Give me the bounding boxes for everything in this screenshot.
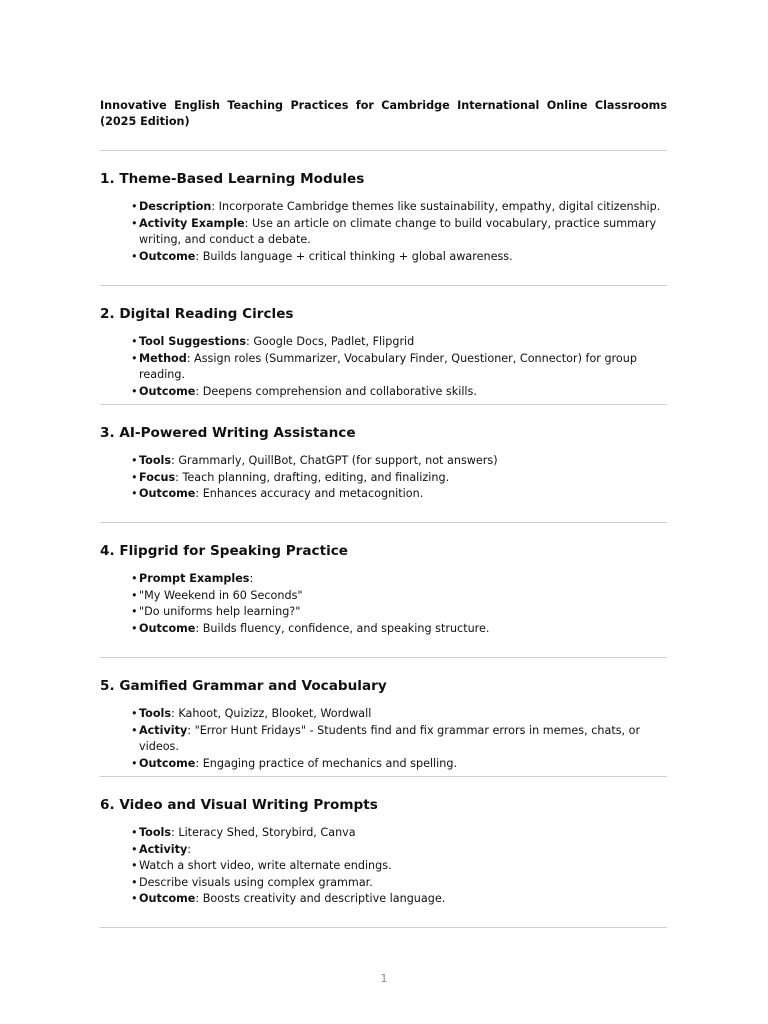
item-label: Outcome bbox=[139, 384, 196, 398]
section-ai-writing-assistance bbox=[100, 424, 667, 503]
list-item bbox=[131, 249, 667, 266]
section-theme-based-learning bbox=[100, 170, 667, 265]
item-text: Watch a short video, write alternate endings. bbox=[139, 859, 392, 872]
section-video-visual-prompts bbox=[100, 796, 667, 908]
item-label: Outcome bbox=[139, 249, 196, 263]
item-label: Description bbox=[139, 200, 212, 213]
item-label: Activity bbox=[139, 723, 188, 737]
item-text: : Deepens comprehension and collaborative skills. bbox=[195, 384, 477, 398]
list-item bbox=[131, 571, 667, 588]
item-label: Tools bbox=[139, 707, 172, 720]
item-text: : Builds fluency, confidence, and speaking structure. bbox=[195, 621, 490, 635]
item-text: : Enhances accuracy and metacognition. bbox=[195, 487, 424, 500]
list-item bbox=[131, 384, 667, 401]
item-text: : Literacy Shed, Storybird, Canva bbox=[171, 826, 356, 839]
list-item bbox=[131, 453, 667, 470]
item-text: : Grammarly, QuillBot, ChatGPT (for support, not answers) bbox=[171, 454, 498, 467]
item-label: Tools bbox=[139, 826, 172, 839]
list-item bbox=[131, 858, 667, 875]
item-label: Activity bbox=[139, 842, 188, 856]
document-title: Innovative English Teaching Practices for Cambridge International Online Classrooms (2025 Edition) bbox=[100, 99, 667, 128]
section-divider bbox=[100, 285, 667, 286]
item-text: : Boosts creativity and descriptive language. bbox=[195, 892, 446, 905]
bullet-list bbox=[100, 334, 667, 400]
item-text: "Do uniforms help learning?" bbox=[139, 605, 301, 618]
list-item bbox=[131, 351, 667, 384]
item-text: : Google Docs, Padlet, Flipgrid bbox=[246, 335, 415, 348]
section-divider bbox=[100, 657, 667, 658]
item-text: : Assign roles (Summarizer, Vocabulary Finder, Questioner, Connector) for group reading. bbox=[139, 351, 637, 381]
section-heading: 4. Flipgrid for Speaking Practice bbox=[100, 543, 349, 559]
bullet-list bbox=[100, 706, 667, 772]
list-item bbox=[131, 621, 667, 638]
section-heading: 5. Gamified Grammar and Vocabulary bbox=[100, 678, 387, 694]
item-label: Focus bbox=[139, 470, 176, 484]
bullet-list bbox=[100, 825, 667, 908]
section-heading: 2. Digital Reading Circles bbox=[100, 306, 294, 322]
item-text: Describe visuals using complex grammar. bbox=[139, 875, 373, 889]
item-label: Outcome bbox=[139, 756, 196, 770]
section-heading: 3. AI-Powered Writing Assistance bbox=[100, 425, 356, 441]
item-text: : Kahoot, Quizizz, Blooket, Wordwall bbox=[171, 707, 372, 720]
section-gamified-grammar bbox=[100, 677, 667, 772]
item-label: Tool Suggestions bbox=[139, 335, 247, 348]
item-label: Method bbox=[139, 351, 187, 365]
item-label: Outcome bbox=[139, 892, 196, 905]
list-item bbox=[131, 706, 667, 723]
list-item bbox=[131, 891, 667, 908]
section-heading: 6. Video and Visual Writing Prompts bbox=[100, 797, 378, 813]
list-item bbox=[131, 334, 667, 351]
list-item bbox=[131, 825, 667, 842]
bullet-list bbox=[100, 199, 667, 265]
section-flipgrid-speaking bbox=[100, 542, 667, 637]
section-divider bbox=[100, 404, 667, 405]
item-label: Outcome bbox=[139, 621, 196, 635]
item-label: Prompt Examples bbox=[139, 572, 250, 585]
item-text: : "Error Hunt Fridays" - Students find and fix grammar errors in memes, chats, or videos. bbox=[139, 723, 641, 753]
item-text: : Engaging practice of mechanics and spelling. bbox=[195, 756, 458, 770]
list-item bbox=[131, 604, 667, 621]
list-item bbox=[131, 875, 667, 892]
item-text: : Builds language + critical thinking + global awareness. bbox=[195, 249, 513, 263]
item-label: Activity Example bbox=[139, 216, 245, 230]
section-divider bbox=[100, 522, 667, 523]
item-text: "My Weekend in 60 Seconds" bbox=[139, 588, 303, 602]
section-divider bbox=[100, 776, 667, 777]
section-divider bbox=[100, 150, 667, 151]
list-item bbox=[131, 470, 667, 487]
list-item bbox=[131, 723, 667, 756]
section-divider bbox=[100, 927, 667, 928]
list-item bbox=[131, 588, 667, 605]
item-text: : bbox=[187, 842, 192, 856]
bullet-list bbox=[100, 453, 667, 503]
item-text: : Use an article on climate change to build vocabulary, practice summary writing, and conduct a debate. bbox=[139, 216, 657, 246]
list-item bbox=[131, 216, 667, 249]
bullet-list bbox=[100, 571, 667, 637]
list-item bbox=[131, 486, 667, 503]
item-text: : Teach planning, drafting, editing, and finalizing. bbox=[175, 470, 450, 484]
list-item bbox=[131, 842, 667, 859]
section-digital-reading-circles bbox=[100, 305, 667, 400]
item-label: Tools bbox=[139, 454, 172, 467]
item-label: Outcome bbox=[139, 487, 196, 500]
list-item bbox=[131, 756, 667, 773]
item-text: : bbox=[249, 572, 254, 585]
section-heading: 1. Theme-Based Learning Modules bbox=[100, 171, 365, 187]
item-text: : Incorporate Cambridge themes like sustainability, empathy, digital citizenship. bbox=[211, 200, 661, 213]
list-item bbox=[131, 199, 667, 216]
page-number: 1 bbox=[380, 972, 388, 985]
